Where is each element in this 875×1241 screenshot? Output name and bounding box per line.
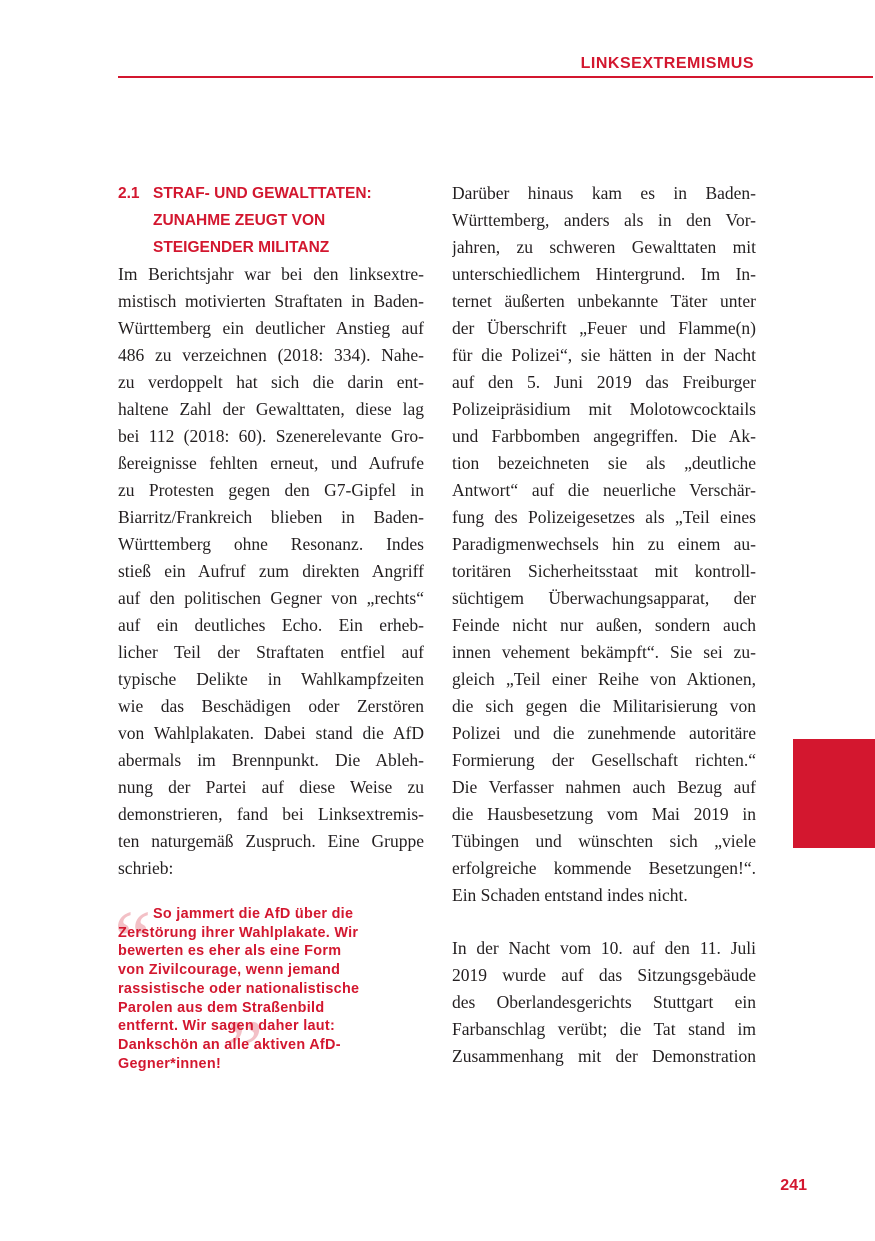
text-line: auf ein deutliches Echo. Ein erheb- [118, 615, 424, 635]
text-line: auf den 5. Juni 2019 das Freiburger [452, 372, 756, 392]
text-line: die Hausbesetzung vom Mai 2019 in [452, 804, 756, 824]
open-quote-mark: “ [114, 894, 152, 987]
text-line: schrieb: [118, 858, 174, 878]
text-line: jahren, zu schweren Gewalttaten mit [452, 237, 756, 257]
text-line: demonstrieren, fand bei Linksextremis- [118, 804, 424, 824]
text-line: unterschiedlichem Hintergrund. Im In- [452, 264, 756, 284]
body-paragraph [452, 180, 756, 909]
text-line: fung des Polizeigesetzes als „Teil eines [452, 507, 756, 527]
text-line: Farbanschlag verübt; die Tat stand im [452, 1019, 756, 1039]
close-quote-mark: ” [226, 1004, 264, 1097]
text-line: und Farbbomben angegriffen. Die Ak- [452, 426, 756, 446]
text-line: haltene Zahl der Gewalttaten, diese lag [118, 399, 424, 419]
text-line: Im Berichtsjahr war bei den linksextre- [118, 264, 424, 284]
section-number: 2.1 [118, 185, 140, 202]
text-line: Württemberg, anders als in den Vor- [452, 210, 756, 230]
quote-line: Zerstörung ihrer Wahlplakate. Wir [118, 924, 359, 941]
quote-line: bewerten es eher als eine Form [118, 943, 342, 960]
text-line: Württemberg ein deutlicher Anstieg auf [118, 318, 424, 338]
text-line: nung der Partei auf diese Weise zu [118, 777, 424, 797]
text-line: ßereignisse fehlten erneut, und Aufrufe [118, 453, 424, 473]
text-line: Die Verfasser nahmen auch Bezug auf [452, 777, 756, 797]
text-line: Tübingen und wünschten sich „viele [452, 831, 756, 851]
text-line: Polizei und die zunehmende autoritäre [452, 723, 756, 743]
quote-line: von Zivilcourage, wenn jemand [118, 962, 341, 979]
quote-line: Parolen aus dem Straßenbild [118, 999, 325, 1016]
left-column [118, 180, 424, 882]
text-line: mistisch motivierten Straftaten in Baden- [118, 291, 424, 311]
section-heading [118, 180, 424, 261]
text-line: innen vehement bekämpft“. Sie sei zu- [452, 642, 756, 662]
quote-line: entfernt. Wir sagen daher laut: [118, 1018, 336, 1035]
text-line: für die Polizei“, sie hätten in der Nacht [452, 345, 756, 365]
text-line: tion bezeichneten sie als „deutliche [452, 453, 756, 473]
text-line: des Oberlandesgerichts Stuttgart ein [452, 992, 756, 1012]
quote-line: So jammert die AfD über die [153, 906, 354, 922]
text-line: der Überschrift „Feuer und Flamme(n) [452, 318, 756, 338]
text-line: Biarritz/Frankreich blieben in Baden- [118, 507, 424, 527]
text-line: stieß ein Aufruf zum direkten Angriff [118, 561, 424, 581]
text-line: abermals im Brennpunkt. Die Ableh- [118, 750, 424, 770]
text-line: die sich gegen die Militarisierung von [452, 696, 756, 716]
pull-quote [114, 894, 408, 1097]
header-rule [118, 76, 873, 78]
text-line: Ein Schaden entstand indes nicht. [452, 885, 688, 905]
text-line: Antwort“ auf die neuerliche Verschär- [452, 480, 756, 500]
text-line: licher Teil der Straftaten entfiel auf [118, 642, 424, 662]
page-number: 241 [780, 1177, 807, 1194]
text-line: erfolgreiche kommende Besetzungen!“. [452, 858, 756, 878]
text-line: ten naturgemäß Zuspruch. Eine Gruppe [118, 831, 424, 851]
text-line: gleich „Teil einer Reihe von Aktionen, [452, 669, 756, 689]
text-line: ternet äußerten unbekannte Täter unter [452, 291, 756, 311]
text-line: Zusammenhang mit der Demonstration [452, 1046, 756, 1066]
text-line: Formierung der Gesellschaft richten.“ [452, 750, 756, 770]
text-line: 486 zu verzeichnen (2018: 334). Nahe- [118, 345, 424, 365]
text-line: Paradigmenwechsels hin zu einem au- [452, 534, 756, 554]
text-line: 2019 wurde auf das Sitzungsgebäude [452, 965, 756, 985]
text-line: Württemberg ohne Resonanz. Indes [118, 534, 424, 554]
text-line: Feinde nicht nur außen, sondern auch [452, 615, 756, 635]
text-line: In der Nacht vom 10. auf den 11. Juli [452, 938, 756, 958]
text-line: bei 112 (2018: 60). Szenerelevante Gro- [118, 426, 424, 446]
chapter-side-tab [793, 739, 875, 848]
quote-line: rassistische oder nationalistische [118, 980, 360, 997]
text-line: toritären Sicherheitsstaat mit kontroll- [452, 561, 756, 581]
running-header-title: LINKSEXTREMISMUS [580, 55, 754, 72]
body-paragraph [452, 935, 756, 1070]
text-line: wie das Beschädigen oder Zerstören [118, 696, 424, 716]
paragraph-gap [452, 909, 756, 935]
text-line: süchtigem Überwachungsapparat, der [452, 588, 756, 608]
section-heading-line: STEIGENDER MILITANZ [153, 239, 330, 256]
text-line: zu verdoppelt hat sich die darin ent- [118, 372, 424, 392]
text-line: typische Delikte in Wahlkampfzeiten [118, 669, 424, 689]
quote-text [118, 905, 408, 1073]
text-line: zu Protesten gegen den G7-Gipfel in [118, 480, 424, 500]
quote-line: Dankschön an alle aktiven AfD- [118, 1036, 341, 1053]
section-heading-line: ZUNAHME ZEUGT VON [153, 212, 326, 229]
body-paragraph [118, 261, 424, 882]
section-heading-line: STRAF- UND GEWALTTATEN: [153, 185, 372, 202]
quote-line: Gegner*innen! [118, 1055, 222, 1072]
text-line: Polizeipräsidium mit Molotowcocktails [452, 399, 756, 419]
text-line: auf den politischen Gegner von „rechts“ [118, 588, 424, 608]
right-column [452, 180, 756, 1070]
text-line: von Wahlplakaten. Dabei stand die AfD [118, 723, 424, 743]
text-line: Darüber hinaus kam es in Baden- [452, 183, 756, 203]
